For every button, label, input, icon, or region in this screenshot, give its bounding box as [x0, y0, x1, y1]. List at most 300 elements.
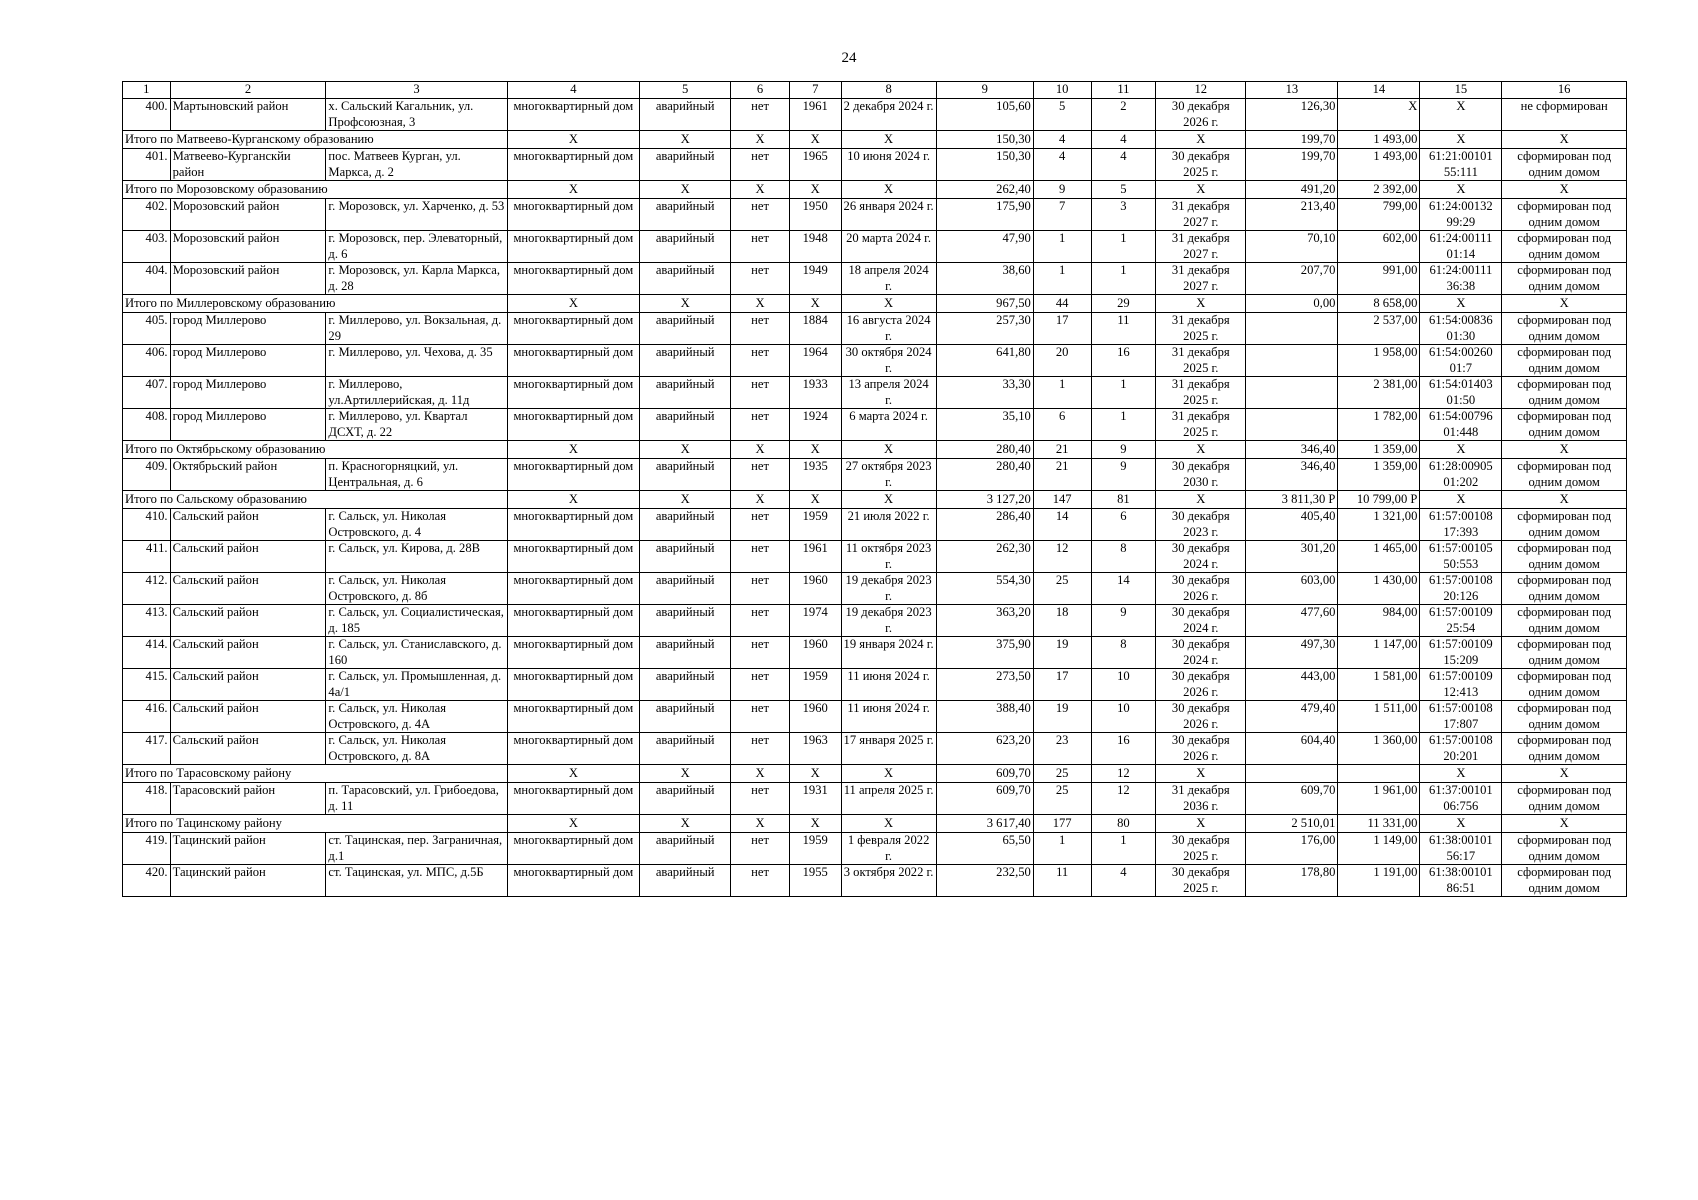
column-header: 2: [170, 82, 326, 99]
cell-apartments-count: 9: [1091, 441, 1156, 459]
cell-area: 257,30: [936, 313, 1033, 345]
table-row: [123, 701, 1627, 733]
cell-residents-count: 6: [1033, 409, 1091, 441]
cell-residents-count: 177: [1033, 815, 1091, 833]
cell-year-built: 1950: [789, 199, 841, 231]
cell-flag: нет: [731, 377, 790, 409]
cell-address: п. Красногорняцкий, ул. Центральная, д. 6: [326, 459, 507, 491]
cell-area: 175,90: [936, 199, 1033, 231]
cell-cadastral-number: 61:54:01403 01:50: [1420, 377, 1502, 409]
cell-residents-count: 25: [1033, 765, 1091, 783]
cell-address: пос. Матвеев Курган, ул. Маркса, д. 2: [326, 149, 507, 181]
cell-residents-count: 20: [1033, 345, 1091, 377]
cell-area: 623,20: [936, 733, 1033, 765]
cell-year-built: 1959: [789, 833, 841, 865]
cell-building-type: многоквартирный дом: [507, 199, 640, 231]
cell-condition: Х: [640, 295, 731, 313]
cell-flag: нет: [731, 605, 790, 637]
cell-apartments-count: 9: [1091, 459, 1156, 491]
table-row: [123, 409, 1627, 441]
cell-recognition-date: 6 марта 2024 г.: [841, 409, 936, 441]
cell-relocation-deadline: 30 декабря 2024 г.: [1156, 541, 1246, 573]
cell-flag: нет: [731, 733, 790, 765]
subtotal-label: Итого по Морозовскому образованию: [123, 181, 508, 199]
cell-residents-count: 1: [1033, 263, 1091, 295]
cell-residents-count: 21: [1033, 459, 1091, 491]
subtotal-row: [123, 295, 1627, 313]
cell-apartments-count: 8: [1091, 541, 1156, 573]
cell-cadastral-number: Х: [1420, 295, 1502, 313]
cell-cost: 1 147,00: [1338, 637, 1420, 669]
column-header: 1: [123, 82, 171, 99]
cell-row-number: 401.: [123, 149, 171, 181]
table-row: [123, 669, 1627, 701]
cell-relocation-deadline: 31 декабря 2025 г.: [1156, 409, 1246, 441]
cell-row-number: 420.: [123, 865, 171, 897]
table-row: [123, 377, 1627, 409]
cell-district: город Миллерово: [170, 313, 326, 345]
cell-area: 150,30: [936, 149, 1033, 181]
cell-relocation-deadline: 30 декабря 2026 г.: [1156, 573, 1246, 605]
cell-row-number: 404.: [123, 263, 171, 295]
cell-relocation-deadline: Х: [1156, 815, 1246, 833]
cell-cadastral-number: 61:28:00905 01:202: [1420, 459, 1502, 491]
cell-year-built: 1963: [789, 733, 841, 765]
cell-building-type: Х: [507, 295, 640, 313]
table-row: [123, 783, 1627, 815]
cell-relocation-deadline: Х: [1156, 441, 1246, 459]
cell-year-built: 1959: [789, 669, 841, 701]
cell-building-type: многоквартирный дом: [507, 541, 640, 573]
cell-condition: аварийный: [640, 345, 731, 377]
cell-land-plot-status: сформирован под одним домом: [1502, 409, 1627, 441]
table-row: [123, 459, 1627, 491]
cell-condition: аварийный: [640, 99, 731, 131]
cell-cadastral-number: 61:57:00108 17:393: [1420, 509, 1502, 541]
cell-land-plot-status: сформирован под одним домом: [1502, 783, 1627, 815]
cell-land-plot-status: сформирован под одним домом: [1502, 573, 1627, 605]
cell-relocation-deadline: 30 декабря 2030 г.: [1156, 459, 1246, 491]
cell-recognition-date: Х: [841, 815, 936, 833]
cell-planned-area: 2 510,01: [1246, 815, 1338, 833]
cell-apartments-count: 9: [1091, 605, 1156, 637]
cell-cadastral-number: 61:54:00836 01:30: [1420, 313, 1502, 345]
cell-cost: 799,00: [1338, 199, 1420, 231]
cell-planned-area: 479,40: [1246, 701, 1338, 733]
cell-building-type: Х: [507, 181, 640, 199]
cell-relocation-deadline: Х: [1156, 491, 1246, 509]
cell-apartments-count: 29: [1091, 295, 1156, 313]
cell-cost: 1 961,00: [1338, 783, 1420, 815]
cell-residents-count: 25: [1033, 783, 1091, 815]
cell-land-plot-status: сформирован под одним домом: [1502, 701, 1627, 733]
cell-area: 363,20: [936, 605, 1033, 637]
page-number: 24: [841, 50, 857, 66]
cell-building-type: многоквартирный дом: [507, 669, 640, 701]
cell-land-plot-status: Х: [1502, 295, 1627, 313]
cell-year-built: 1948: [789, 231, 841, 263]
cell-planned-area: 443,00: [1246, 669, 1338, 701]
cell-residents-count: 1: [1033, 231, 1091, 263]
cell-recognition-date: 17 января 2025 г.: [841, 733, 936, 765]
cell-recognition-date: 10 июня 2024 г.: [841, 149, 936, 181]
cell-address: г. Сальск, ул. Кирова, д. 28В: [326, 541, 507, 573]
subtotal-label: Итого по Миллеровскому образованию: [123, 295, 508, 313]
cell-building-type: многоквартирный дом: [507, 573, 640, 605]
cell-flag: нет: [731, 701, 790, 733]
cell-planned-area: 609,70: [1246, 783, 1338, 815]
cell-row-number: 400.: [123, 99, 171, 131]
table-row: [123, 605, 1627, 637]
cell-building-type: многоквартирный дом: [507, 149, 640, 181]
cell-relocation-deadline: 30 декабря 2024 г.: [1156, 605, 1246, 637]
cell-land-plot-status: сформирован под одним домом: [1502, 637, 1627, 669]
cell-recognition-date: 18 апреля 2024 г.: [841, 263, 936, 295]
cell-cadastral-number: 61:57:00109 12:413: [1420, 669, 1502, 701]
cell-address: ст. Тацинская, ул. МПС, д.5Б: [326, 865, 507, 897]
cell-flag: нет: [731, 231, 790, 263]
cell-condition: аварийный: [640, 669, 731, 701]
cell-district: Тацинский район: [170, 865, 326, 897]
cell-address: п. Тарасовский, ул. Грибоедова, д. 11: [326, 783, 507, 815]
cell-year-built: 1955: [789, 865, 841, 897]
column-header: 15: [1420, 82, 1502, 99]
cell-recognition-date: 30 октября 2024 г.: [841, 345, 936, 377]
cell-residents-count: 1: [1033, 833, 1091, 865]
cell-building-type: Х: [507, 441, 640, 459]
cell-condition: аварийный: [640, 377, 731, 409]
cell-address: г. Морозовск, ул. Карла Маркса, д. 28: [326, 263, 507, 295]
cell-condition: аварийный: [640, 573, 731, 605]
cell-year-built: 1965: [789, 149, 841, 181]
cell-planned-area: 178,80: [1246, 865, 1338, 897]
cell-cadastral-number: 61:57:00108 17:807: [1420, 701, 1502, 733]
cell-cost: Х: [1338, 99, 1420, 131]
cell-address: г. Сальск, ул. Николая Островского, д. 8б: [326, 573, 507, 605]
cell-building-type: многоквартирный дом: [507, 783, 640, 815]
cell-building-type: многоквартирный дом: [507, 833, 640, 865]
column-header: 14: [1338, 82, 1420, 99]
cell-address: г. Сальск, ул. Социалистическая, д. 185: [326, 605, 507, 637]
column-header-row: [123, 82, 1627, 99]
cell-residents-count: 1: [1033, 377, 1091, 409]
cell-building-type: Х: [507, 131, 640, 149]
cell-building-type: многоквартирный дом: [507, 637, 640, 669]
subtotal-label: Итого по Тарасовскому району: [123, 765, 508, 783]
cell-row-number: 408.: [123, 409, 171, 441]
cell-cadastral-number: Х: [1420, 131, 1502, 149]
cell-year-built: Х: [789, 295, 841, 313]
cell-recognition-date: 19 декабря 2023 г.: [841, 605, 936, 637]
cell-planned-area: 199,70: [1246, 149, 1338, 181]
cell-land-plot-status: сформирован под одним домом: [1502, 149, 1627, 181]
table-body: [123, 82, 1627, 897]
cell-relocation-deadline: 30 декабря 2024 г.: [1156, 637, 1246, 669]
column-header: 10: [1033, 82, 1091, 99]
cell-building-type: Х: [507, 815, 640, 833]
cell-planned-area: 497,30: [1246, 637, 1338, 669]
cell-row-number: 407.: [123, 377, 171, 409]
cell-land-plot-status: сформирован под одним домом: [1502, 263, 1627, 295]
cell-building-type: многоквартирный дом: [507, 409, 640, 441]
cell-residents-count: 21: [1033, 441, 1091, 459]
cell-area: 232,50: [936, 865, 1033, 897]
column-header: 5: [640, 82, 731, 99]
cell-cadastral-number: 61:57:00105 50:553: [1420, 541, 1502, 573]
cell-building-type: Х: [507, 491, 640, 509]
cell-flag: нет: [731, 459, 790, 491]
cell-land-plot-status: Х: [1502, 765, 1627, 783]
cell-cadastral-number: 61:57:00109 25:54: [1420, 605, 1502, 637]
cell-area: 280,40: [936, 441, 1033, 459]
cell-cadastral-number: 61:57:00108 20:201: [1420, 733, 1502, 765]
column-header: 12: [1156, 82, 1246, 99]
cell-address: г. Сальск, ул. Николая Островского, д. 4: [326, 509, 507, 541]
cell-relocation-deadline: Х: [1156, 131, 1246, 149]
cell-cost: 1 430,00: [1338, 573, 1420, 605]
cell-cost: 8 658,00: [1338, 295, 1420, 313]
cell-area: 280,40: [936, 459, 1033, 491]
cell-planned-area: [1246, 409, 1338, 441]
cell-recognition-date: Х: [841, 181, 936, 199]
cell-flag: нет: [731, 409, 790, 441]
cell-year-built: Х: [789, 765, 841, 783]
subtotal-row: [123, 815, 1627, 833]
cell-district: город Миллерово: [170, 377, 326, 409]
cell-relocation-deadline: 30 декабря 2025 г.: [1156, 865, 1246, 897]
cell-apartments-count: 8: [1091, 637, 1156, 669]
cell-land-plot-status: сформирован под одним домом: [1502, 509, 1627, 541]
cell-address: х. Сальский Кагальник, ул. Профсоюзная, 3: [326, 99, 507, 131]
cell-recognition-date: 19 декабря 2023 г.: [841, 573, 936, 605]
subtotal-label: Итого по Октябрьскому образованию: [123, 441, 508, 459]
cell-residents-count: 14: [1033, 509, 1091, 541]
cell-recognition-date: 19 января 2024 г.: [841, 637, 936, 669]
cell-row-number: 409.: [123, 459, 171, 491]
column-header: 16: [1502, 82, 1627, 99]
cell-area: 33,30: [936, 377, 1033, 409]
subtotal-label: Итого по Матвеево-Курганскому образованию: [123, 131, 508, 149]
cell-building-type: многоквартирный дом: [507, 377, 640, 409]
table-row: [123, 541, 1627, 573]
cell-land-plot-status: Х: [1502, 441, 1627, 459]
cell-flag: нет: [731, 541, 790, 573]
cell-area: 609,70: [936, 783, 1033, 815]
cell-district: Сальский район: [170, 573, 326, 605]
cell-apartments-count: 16: [1091, 733, 1156, 765]
cell-condition: аварийный: [640, 701, 731, 733]
cell-cadastral-number: 61:38:00101 56:17: [1420, 833, 1502, 865]
cell-year-built: 1935: [789, 459, 841, 491]
cell-year-built: Х: [789, 491, 841, 509]
cell-condition: аварийный: [640, 409, 731, 441]
cell-planned-area: 213,40: [1246, 199, 1338, 231]
cell-recognition-date: 1 февраля 2022 г.: [841, 833, 936, 865]
cell-cost: 1 493,00: [1338, 149, 1420, 181]
cell-year-built: 1931: [789, 783, 841, 815]
cell-row-number: 416.: [123, 701, 171, 733]
cell-apartments-count: 1: [1091, 231, 1156, 263]
cell-planned-area: 301,20: [1246, 541, 1338, 573]
cell-residents-count: 4: [1033, 149, 1091, 181]
cell-land-plot-status: сформирован под одним домом: [1502, 541, 1627, 573]
cell-residents-count: 17: [1033, 669, 1091, 701]
cell-recognition-date: 16 августа 2024 г.: [841, 313, 936, 345]
cell-cost: 1 359,00: [1338, 441, 1420, 459]
cell-row-number: 417.: [123, 733, 171, 765]
cell-condition: аварийный: [640, 149, 731, 181]
cell-residents-count: 5: [1033, 99, 1091, 131]
cell-residents-count: 25: [1033, 573, 1091, 605]
cell-planned-area: 176,00: [1246, 833, 1338, 865]
cell-address: г. Сальск, ул. Станиславского, д. 160: [326, 637, 507, 669]
cell-district: Сальский район: [170, 669, 326, 701]
cell-relocation-deadline: 31 декабря 2036 г.: [1156, 783, 1246, 815]
cell-flag: Х: [731, 765, 790, 783]
cell-flag: нет: [731, 865, 790, 897]
cell-condition: аварийный: [640, 733, 731, 765]
cell-land-plot-status: сформирован под одним домом: [1502, 199, 1627, 231]
cell-district: Сальский район: [170, 733, 326, 765]
cell-year-built: Х: [789, 131, 841, 149]
cell-residents-count: 19: [1033, 701, 1091, 733]
cell-recognition-date: 26 января 2024 г.: [841, 199, 936, 231]
cell-recognition-date: 11 апреля 2025 г.: [841, 783, 936, 815]
table-row: [123, 231, 1627, 263]
cell-land-plot-status: сформирован под одним домом: [1502, 865, 1627, 897]
cell-district: Сальский район: [170, 541, 326, 573]
cell-area: 388,40: [936, 701, 1033, 733]
cell-condition: аварийный: [640, 459, 731, 491]
cell-area: 38,60: [936, 263, 1033, 295]
cell-land-plot-status: Х: [1502, 131, 1627, 149]
cell-cost: 1 782,00: [1338, 409, 1420, 441]
cell-residents-count: 4: [1033, 131, 1091, 149]
table-row: [123, 345, 1627, 377]
subtotal-row: [123, 491, 1627, 509]
cell-year-built: Х: [789, 181, 841, 199]
cell-year-built: 1924: [789, 409, 841, 441]
cell-row-number: 419.: [123, 833, 171, 865]
cell-flag: нет: [731, 263, 790, 295]
cell-district: Октябрьский район: [170, 459, 326, 491]
column-header: 3: [326, 82, 507, 99]
cell-building-type: многоквартирный дом: [507, 459, 640, 491]
cell-flag: Х: [731, 295, 790, 313]
cell-apartments-count: 16: [1091, 345, 1156, 377]
cell-condition: Х: [640, 441, 731, 459]
cell-building-type: многоквартирный дом: [507, 231, 640, 263]
cell-flag: Х: [731, 815, 790, 833]
cell-recognition-date: Х: [841, 131, 936, 149]
cell-cadastral-number: 61:24:00111 36:38: [1420, 263, 1502, 295]
subtotal-label: Итого по Сальскому образованию: [123, 491, 508, 509]
cell-cost: 1 359,00: [1338, 459, 1420, 491]
cell-building-type: многоквартирный дом: [507, 733, 640, 765]
cell-apartments-count: 10: [1091, 669, 1156, 701]
cell-cadastral-number: Х: [1420, 765, 1502, 783]
cell-row-number: 402.: [123, 199, 171, 231]
cell-area: 65,50: [936, 833, 1033, 865]
cell-cadastral-number: Х: [1420, 815, 1502, 833]
cell-area: 273,50: [936, 669, 1033, 701]
cell-year-built: 1960: [789, 701, 841, 733]
cell-district: Тарасовский район: [170, 783, 326, 815]
cell-planned-area: 70,10: [1246, 231, 1338, 263]
cell-condition: Х: [640, 765, 731, 783]
cell-relocation-deadline: 31 декабря 2025 г.: [1156, 377, 1246, 409]
cell-condition: аварийный: [640, 199, 731, 231]
cell-year-built: 1961: [789, 99, 841, 131]
cell-planned-area: 477,60: [1246, 605, 1338, 637]
cell-relocation-deadline: 30 декабря 2025 г.: [1156, 149, 1246, 181]
cell-year-built: 1964: [789, 345, 841, 377]
cell-cadastral-number: 61:24:00132 99:29: [1420, 199, 1502, 231]
cell-year-built: 1959: [789, 509, 841, 541]
column-header: 6: [731, 82, 790, 99]
cell-land-plot-status: сформирован под одним домом: [1502, 605, 1627, 637]
cell-cost: [1338, 765, 1420, 783]
table-row: [123, 263, 1627, 295]
cell-area: 105,60: [936, 99, 1033, 131]
cell-district: Сальский район: [170, 509, 326, 541]
cell-planned-area: [1246, 377, 1338, 409]
table-row: [123, 833, 1627, 865]
cell-residents-count: 12: [1033, 541, 1091, 573]
cell-building-type: многоквартирный дом: [507, 509, 640, 541]
cell-planned-area: 491,20: [1246, 181, 1338, 199]
subtotal-row: [123, 131, 1627, 149]
cell-condition: Х: [640, 131, 731, 149]
cell-cost: 1 581,00: [1338, 669, 1420, 701]
cell-district: Сальский район: [170, 637, 326, 669]
cell-relocation-deadline: 31 декабря 2027 г.: [1156, 231, 1246, 263]
cell-land-plot-status: Х: [1502, 491, 1627, 509]
cell-row-number: 414.: [123, 637, 171, 669]
cell-cost: 1 149,00: [1338, 833, 1420, 865]
subtotal-row: [123, 441, 1627, 459]
cell-cadastral-number: 61:57:00109 15:209: [1420, 637, 1502, 669]
cell-cost: 1 360,00: [1338, 733, 1420, 765]
cell-recognition-date: 11 октября 2023 г.: [841, 541, 936, 573]
cell-condition: Х: [640, 815, 731, 833]
cell-condition: Х: [640, 491, 731, 509]
cell-area: 262,30: [936, 541, 1033, 573]
cell-cost: 11 331,00: [1338, 815, 1420, 833]
cell-land-plot-status: Х: [1502, 815, 1627, 833]
cell-recognition-date: 21 июля 2022 г.: [841, 509, 936, 541]
cell-district: Тацинский район: [170, 833, 326, 865]
cell-building-type: многоквартирный дом: [507, 263, 640, 295]
table-row: [123, 509, 1627, 541]
cell-recognition-date: Х: [841, 295, 936, 313]
cell-flag: нет: [731, 149, 790, 181]
cell-planned-area: [1246, 765, 1338, 783]
cell-relocation-deadline: Х: [1156, 181, 1246, 199]
cell-apartments-count: 4: [1091, 865, 1156, 897]
cell-apartments-count: 1: [1091, 263, 1156, 295]
cell-cadastral-number: 61:24:00111 01:14: [1420, 231, 1502, 263]
cell-cost: 1 511,00: [1338, 701, 1420, 733]
cell-land-plot-status: сформирован под одним домом: [1502, 833, 1627, 865]
table-row: [123, 199, 1627, 231]
cell-flag: Х: [731, 131, 790, 149]
cell-district: Сальский район: [170, 605, 326, 637]
cell-row-number: 412.: [123, 573, 171, 605]
cell-cost: 991,00: [1338, 263, 1420, 295]
cell-address: г. Сальск, ул. Николая Островского, д. 4А: [326, 701, 507, 733]
cell-flag: нет: [731, 509, 790, 541]
